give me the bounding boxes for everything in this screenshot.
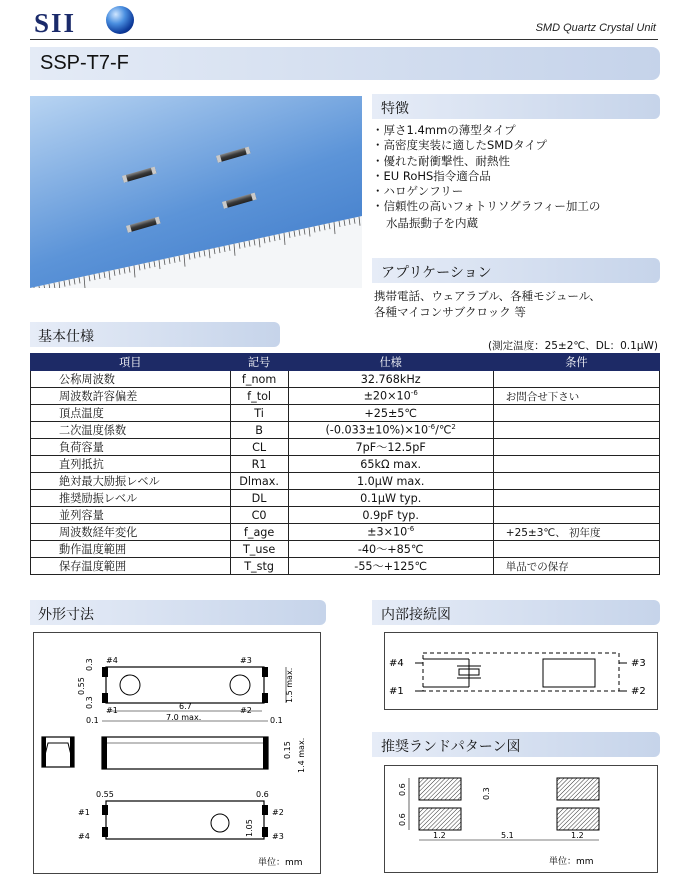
spec-table	[30, 353, 660, 575]
features-list	[372, 123, 600, 215]
pin2-label: #2	[631, 686, 646, 697]
dim-0-3-lower: 0.3	[85, 696, 94, 709]
spec-value-text: (-0.033±10%)×10	[325, 423, 429, 437]
spec-item: 保存温度範囲	[31, 558, 231, 575]
spec-item: 絶対最大励振レベル	[31, 473, 231, 490]
dim-0-1-left: 0.1	[86, 716, 99, 725]
spec-row	[31, 371, 660, 388]
spec-symbol: f_tol	[230, 388, 288, 405]
product-photo-graphic	[30, 96, 362, 288]
dimensions-unit: 単位：mm	[258, 858, 303, 868]
spec-symbol: T_use	[230, 541, 288, 558]
spec-condition	[493, 405, 659, 422]
col-header-item: 項目	[31, 354, 231, 371]
lid-mark-circle	[230, 675, 250, 695]
feature-item: ・ 優れた耐衝撃性、耐熱性	[372, 154, 600, 169]
package-bottom-outline	[106, 801, 264, 839]
pin4-label: #4	[389, 658, 404, 669]
spec-row	[31, 456, 660, 473]
spec-value-text: 7pF～12.5pF	[355, 441, 426, 454]
terminal-pad	[102, 827, 108, 837]
spec-symbol: B	[230, 422, 288, 439]
spec-item: 動作温度範囲	[31, 541, 231, 558]
terminal-pad	[262, 667, 268, 677]
spec-item: 直列抵抗	[31, 456, 231, 473]
land-pattern-svg	[385, 766, 657, 872]
side-view-outline	[102, 737, 268, 769]
land-pad	[419, 808, 461, 830]
spec-row	[31, 439, 660, 456]
spec-exponent: -6	[428, 423, 436, 432]
dim-0-6-bottom: 0.6	[256, 790, 269, 799]
dim-0-15: 0.15	[283, 741, 292, 759]
end-view-terminal	[42, 737, 46, 767]
features-heading-bar	[372, 94, 660, 119]
terminal-pad	[102, 693, 108, 703]
spec-symbol: f_nom	[230, 371, 288, 388]
spec-symbol: C0	[230, 507, 288, 524]
spec-value-text: 32.768kHz	[360, 372, 421, 386]
internal-block	[543, 659, 595, 687]
pin4-label-bottom: #4	[78, 832, 90, 841]
spec-value	[288, 541, 493, 558]
spec-value-text: -40～+85℃	[357, 543, 424, 556]
spec-row	[31, 558, 660, 575]
land-unit: 単位：mm	[549, 857, 594, 867]
logo-sphere-icon	[106, 6, 134, 34]
spec-value-text: ±3×10	[367, 525, 408, 539]
product-photo	[30, 96, 362, 288]
dim-0-6-upper: 0.6	[398, 783, 407, 796]
dim-0-3: 0.3	[85, 658, 94, 671]
spec-value	[288, 371, 493, 388]
spec-exponent: 2	[451, 423, 456, 432]
terminal-pad	[102, 667, 108, 677]
spec-item: 頂点温度	[31, 405, 231, 422]
land-pad	[419, 778, 461, 800]
spec-value-text: ±20×10	[363, 389, 411, 403]
spec-condition: 単品での保存	[493, 558, 659, 575]
side-view-terminal	[102, 737, 107, 769]
pin2-label: #2	[240, 706, 252, 715]
spec-item: 公称周波数	[31, 371, 231, 388]
application-line: 携帯電話、ウェアラブル、各種モジュール、	[374, 289, 601, 303]
company-logo-text: SII	[34, 8, 77, 38]
dimensions-drawing	[33, 632, 321, 874]
header-divider	[30, 39, 658, 40]
spec-symbol: R1	[230, 456, 288, 473]
spec-symbol: CL	[230, 439, 288, 456]
dimensions-heading: 外形寸法	[38, 607, 94, 623]
spec-row	[31, 490, 660, 507]
spec-item: 推奨励振レベル	[31, 490, 231, 507]
spec-value	[288, 490, 493, 507]
feature-item: ・ 高密度実装に適したSMDタイプ	[372, 138, 600, 153]
spec-value	[288, 524, 493, 541]
dim-1-2-left: 1.2	[433, 831, 446, 840]
spec-row	[31, 473, 660, 490]
spec-condition	[493, 473, 659, 490]
spec-symbol: T_stg	[230, 558, 288, 575]
product-category: SMD Quartz Crystal Unit	[535, 22, 656, 34]
feature-item: ・ 厚さ1.4mmの薄型タイプ	[372, 123, 600, 138]
spec-value-text: 0.9pF typ.	[362, 508, 419, 522]
dim-5-1: 5.1	[501, 831, 514, 840]
spec-item: 周波数経年変化	[31, 524, 231, 541]
spec-value-text: -55～+125℃	[354, 560, 428, 573]
spec-condition	[493, 422, 659, 439]
terminal-pad	[262, 805, 268, 815]
specs-heading: 基本仕様	[38, 329, 94, 345]
land-pad	[557, 808, 599, 830]
end-view-outline	[42, 737, 74, 767]
spec-symbol: Ti	[230, 405, 288, 422]
internal-connection-diagram	[384, 632, 658, 710]
spec-value	[288, 558, 493, 575]
col-header-symbol: 記号	[230, 354, 288, 371]
spec-value	[288, 456, 493, 473]
spec-condition: +25±3℃、 初年度	[493, 524, 659, 541]
dim-6-7: 6.7	[179, 702, 192, 711]
spec-exponent: -6	[407, 525, 415, 534]
spec-value	[288, 507, 493, 524]
outline-drawing-svg	[34, 633, 320, 873]
spec-value	[288, 405, 493, 422]
spec-symbol: DL	[230, 490, 288, 507]
dim-0-55-bottom: 0.55	[96, 790, 114, 799]
dim-1-2-right: 1.2	[571, 831, 584, 840]
pin1-label: #1	[389, 686, 404, 697]
dim-0-6-lower: 0.6	[398, 813, 407, 826]
feature-item: ・ 信頼性の高いフォトリソグラフィー加工の	[372, 199, 600, 214]
spec-symbol: f_age	[230, 524, 288, 541]
terminal-pad	[262, 827, 268, 837]
pin1-label-bottom: #1	[78, 808, 90, 817]
end-view-terminal	[70, 737, 74, 767]
internal-diagram-svg	[385, 633, 657, 709]
pin2-label-bottom: #2	[272, 808, 284, 817]
dim-1-05: 1.05	[245, 819, 254, 837]
spec-value-text: 65kΩ max.	[360, 457, 422, 471]
dim-1-5-max: 1.5 max.	[285, 667, 294, 703]
product-title: SSP-T7-F	[40, 52, 129, 74]
spec-condition	[493, 439, 659, 456]
dim-1-4-max: 1.4 max.	[297, 737, 306, 773]
land-pad	[557, 778, 599, 800]
pin3-label-bottom: #3	[272, 832, 284, 841]
spec-exponent: -6	[410, 389, 418, 398]
spec-condition: お問合せ下さい	[493, 388, 659, 405]
internal-heading: 内部接続図	[381, 607, 451, 623]
spec-row	[31, 422, 660, 439]
spec-symbol: Dlmax.	[230, 473, 288, 490]
spec-value	[288, 473, 493, 490]
pin1-label: #1	[106, 706, 118, 715]
spec-condition	[493, 456, 659, 473]
application-line: 各種マイコンサブクロック 等	[374, 305, 526, 319]
dim-0-3-gap: 0.3	[482, 787, 491, 800]
application-heading: アプリケーション	[381, 265, 492, 281]
spec-value-text: 1.0μW max.	[356, 474, 425, 488]
spec-condition	[493, 371, 659, 388]
lid-mark-circle	[120, 675, 140, 695]
spec-item: 並列容量	[31, 507, 231, 524]
spec-value-text: 0.1μW typ.	[360, 491, 422, 505]
side-view-terminal	[263, 737, 268, 769]
measurement-conditions: (測定温度：25±2℃、DL：0.1μW)	[487, 340, 658, 352]
spec-row	[31, 507, 660, 524]
spec-value-text: +25±5℃	[364, 406, 417, 420]
spec-unit-tail: /℃	[435, 423, 452, 437]
spec-condition	[493, 490, 659, 507]
dim-0-1-right: 0.1	[270, 716, 283, 725]
end-view-taper	[42, 743, 74, 767]
spec-value	[288, 422, 493, 439]
spec-item: 二次温度係数	[31, 422, 231, 439]
spec-condition	[493, 507, 659, 524]
pin3-label: #3	[631, 658, 646, 669]
terminal-pad	[262, 693, 268, 703]
spec-row	[31, 388, 660, 405]
spec-row	[31, 541, 660, 558]
pin3-label: #3	[240, 656, 252, 665]
land-heading: 推奨ランドパターン図	[381, 739, 521, 755]
spec-item: 周波数許容偏差	[31, 388, 231, 405]
dim-0-55: 0.55	[77, 677, 86, 695]
features-heading: 特徴	[381, 101, 409, 117]
spec-value	[288, 388, 493, 405]
dim-7-0-max: 7.0 max.	[166, 713, 202, 722]
spec-row	[31, 405, 660, 422]
feature-item: ・ EU RoHS指令適合品	[372, 169, 600, 184]
feature-item-continuation: 水晶振動子を内蔵	[386, 216, 478, 230]
terminal-pad	[102, 805, 108, 815]
pin4-label: #4	[106, 656, 118, 665]
spec-row	[31, 524, 660, 541]
spec-condition	[493, 541, 659, 558]
package-top-outline	[106, 667, 264, 703]
feature-item: ・ ハロゲンフリー	[372, 184, 600, 199]
land-pattern-drawing	[384, 765, 658, 873]
col-header-spec: 仕様	[288, 354, 493, 371]
spec-value	[288, 439, 493, 456]
spec-table-header	[31, 354, 660, 371]
col-header-condition: 条件	[493, 354, 659, 371]
spec-item: 負荷容量	[31, 439, 231, 456]
bottom-mark-circle	[211, 814, 229, 832]
